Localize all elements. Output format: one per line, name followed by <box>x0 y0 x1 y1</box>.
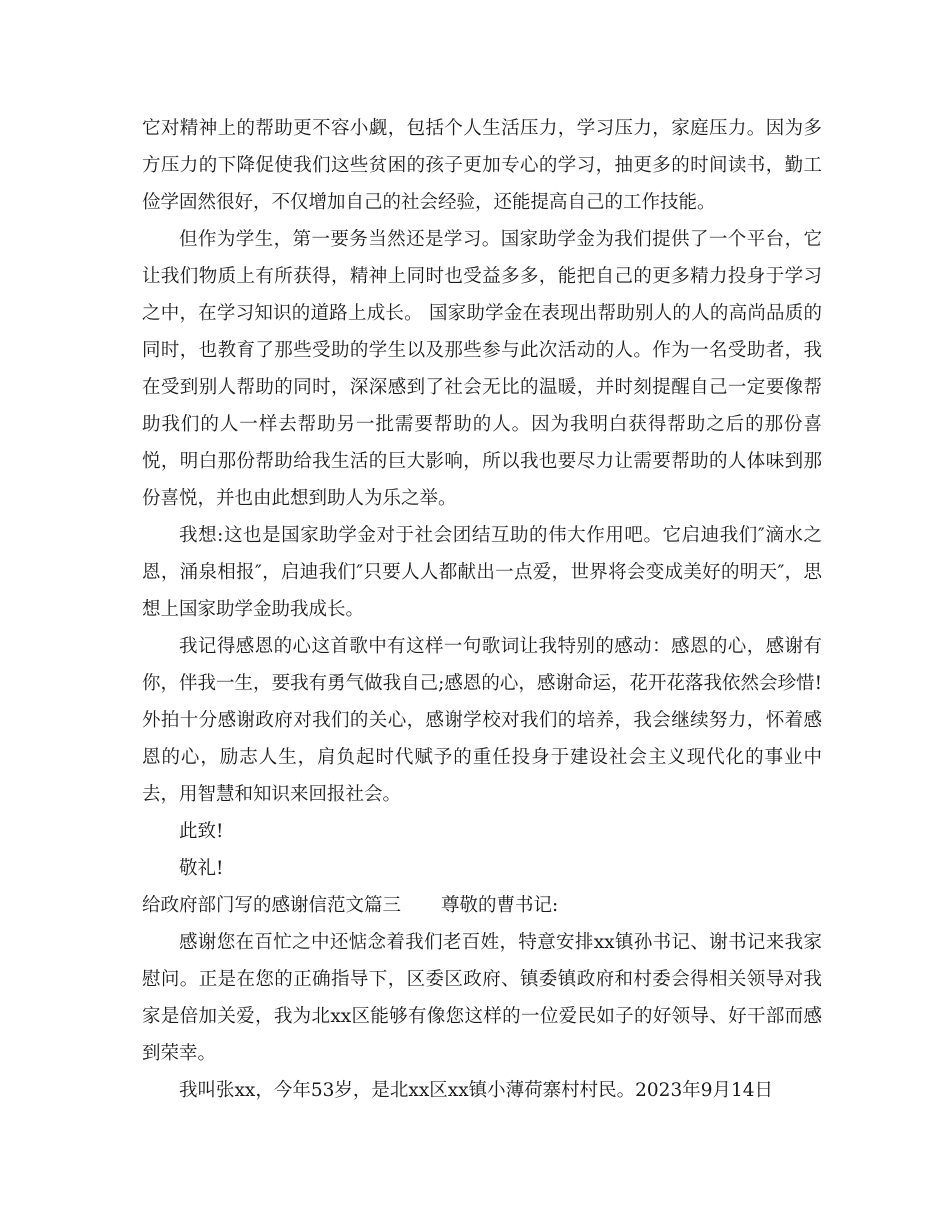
paragraph: 但作为学生，第一要务当然还是学习。国家助学金为我们提供了一个平台，它让我们物质上有所获得，精神上同时也受益多多，能把自己的更多精力投身于学习之中，在学习知识的道路上成长。 国家助学金在表现出帮助别人的人的高尚品质的同时，也教育了那些受助的学生以及那些参与此次活动的人。作为一名受助者，我在受到别人帮助的同时，深深感到了社会无比的温暖，并时刻提醒自己一定要像帮助我们的人一样去帮助另一批需要帮助的人。因为我明白获得帮助之后的那份喜悦，明白那份帮助给我生活的巨大影响，所以我也要尽力让需要帮助的人体味到那份喜悦，并也由此想到助人为乐之举。 <box>142 229 822 509</box>
document-body <box>142 110 822 1109</box>
section-title: 给政府部门写的感谢信范文篇三 <box>142 895 402 916</box>
paragraph: 感谢您在百忙之中还惦念着我们老百姓，特意安排xx镇孙书记、谢书记来我家慰问。正是在您的正确指导下，区委区政府、镇委镇政府和村委会得相关领导对我家是倍加关爱，我为北xx区能够有像您这样的一位爱民如子的好领导、好干部而感到荣幸。 <box>142 932 822 1064</box>
closing-line: 敬礼! <box>179 858 224 879</box>
paragraph: 我记得感恩的心这首歌中有这样一句歌词让我特别的感动：感恩的心，感谢有你，伴我一生，要我有勇气做我自己;感恩的心，感谢命运，花开花落我依然会珍惜!外拍十分感谢政府对我们的关心，感谢学校对我们的培养，我会继续努力，怀着感恩的心，励志人生，肩负起时代赋予的重任投身于建设社会主义现代化的事业中去，用智慧和知识来回报社会。 <box>142 636 822 805</box>
paragraph: 它对精神上的帮助更不容小觑，包括个人生活压力，学习压力，家庭压力。因为多方压力的下降促使我们这些贫困的孩子更加专心的学习，抽更多的时间读书，勤工俭学固然很好，不仅增加自己的社会经验，还能提高自己的工作技能。 <box>142 118 822 213</box>
salutation: 尊敬的曹书记: <box>441 895 559 916</box>
paragraph: 我想:这也是国家助学金对于社会团结互助的伟大作用吧。它启迪我们″滴水之恩，涌泉相报″，启迪我们″只要人人都献出一点爱，世界将会变成美好的明天″，思想上国家助学金助我成长。 <box>142 525 822 620</box>
paragraph: 我叫张xx，今年53岁，是北xx区xx镇小薄荷寨村村民。2023年9月14日 <box>179 1080 774 1101</box>
section-heading <box>142 887 822 924</box>
closing-line: 此致! <box>179 821 224 842</box>
